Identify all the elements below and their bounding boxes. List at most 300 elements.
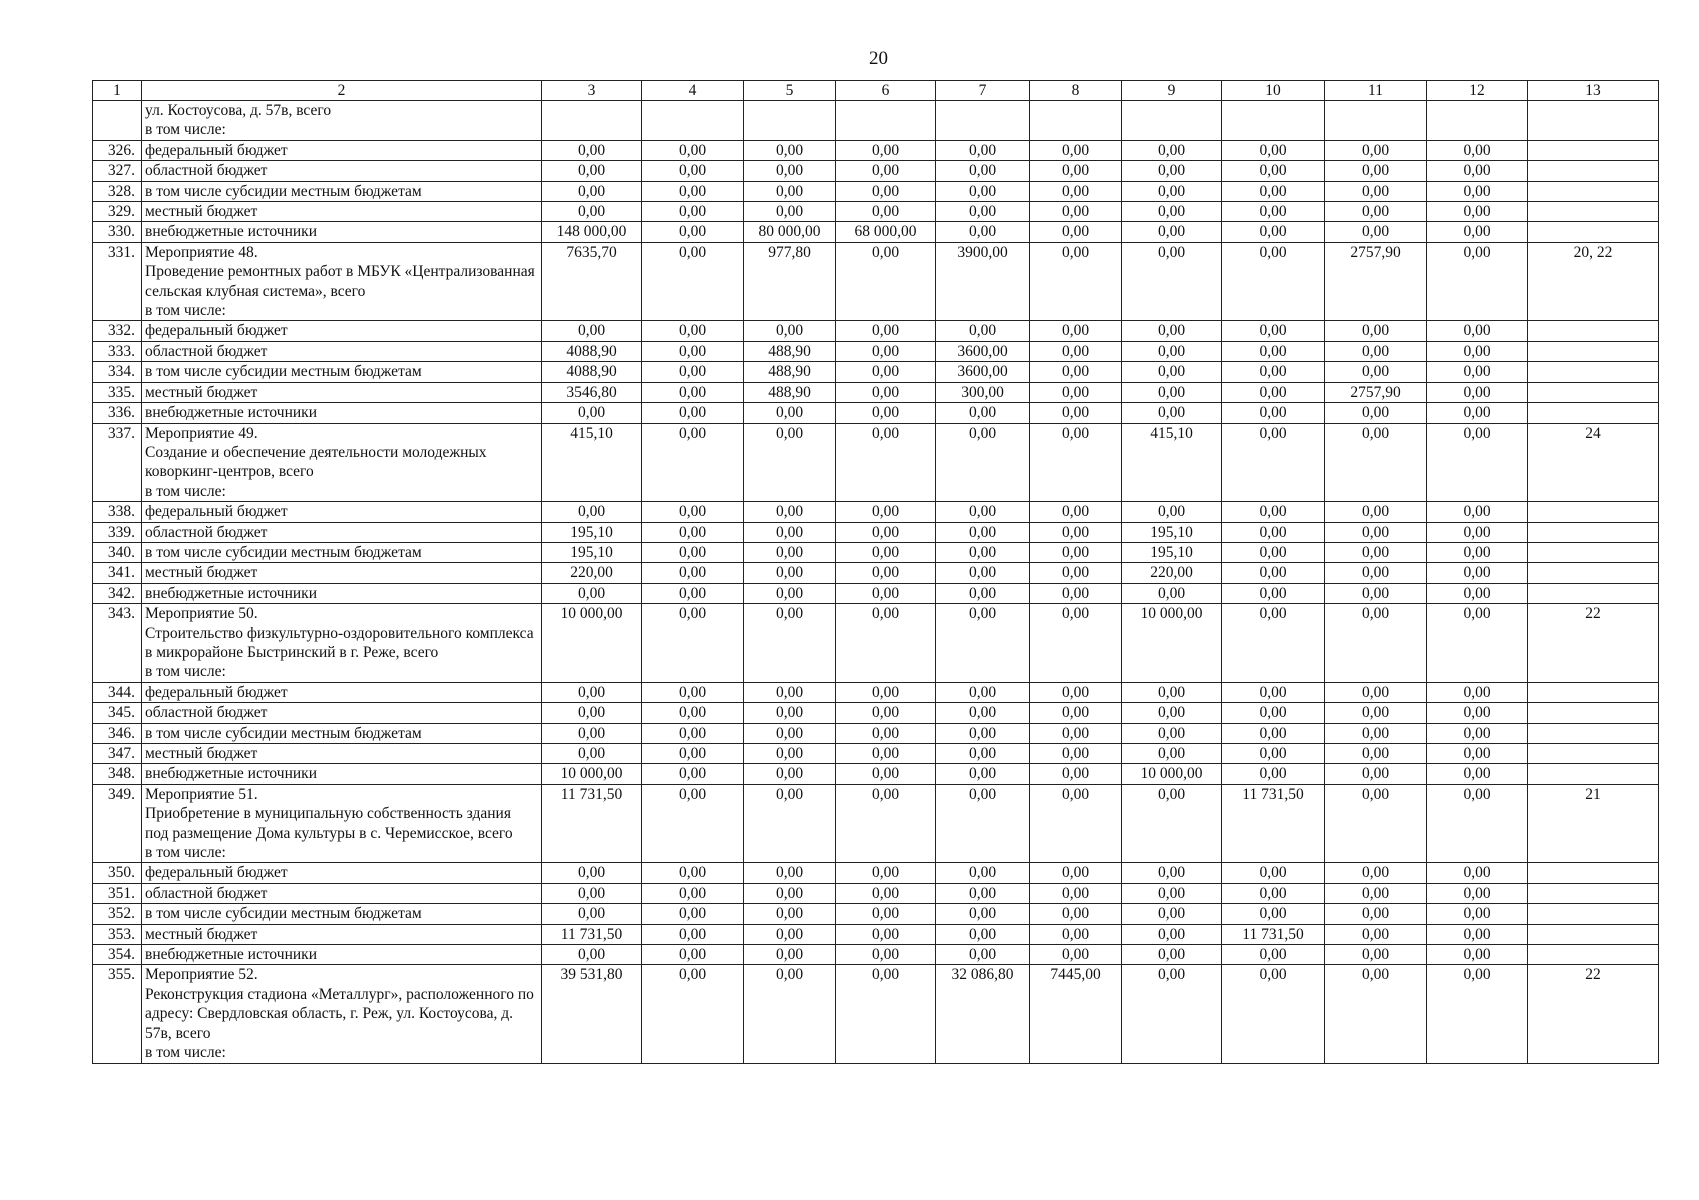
value-cell: 195,10 (542, 522, 642, 542)
value-cell: 0,00 (1030, 924, 1122, 944)
value-cell: 0,00 (836, 563, 936, 583)
reference-cell (1528, 682, 1659, 702)
value-cell: 0,00 (1122, 682, 1222, 702)
value-cell: 0,00 (1427, 161, 1528, 181)
table-row (93, 764, 1659, 784)
row-description: местный бюджет (142, 382, 542, 402)
value-cell: 0,00 (1222, 945, 1325, 965)
value-cell: 0,00 (936, 522, 1030, 542)
value-cell: 0,00 (542, 181, 642, 201)
table-row (93, 242, 1659, 321)
value-cell: 0,00 (744, 321, 836, 341)
value-cell: 0,00 (1222, 181, 1325, 201)
value-cell: 0,00 (642, 502, 744, 522)
value-cell: 32 086,80 (936, 965, 1030, 1063)
table-row (93, 924, 1659, 944)
reference-cell (1528, 723, 1659, 743)
value-cell: 0,00 (744, 140, 836, 160)
value-cell: 0,00 (1222, 542, 1325, 562)
row-number: 355. (93, 965, 142, 1063)
table-row (93, 382, 1659, 402)
value-cell: 0,00 (1122, 945, 1222, 965)
value-cell: 0,00 (1325, 764, 1427, 784)
row-description: областной бюджет (142, 703, 542, 723)
row-number: 348. (93, 764, 142, 784)
value-cell: 0,00 (936, 604, 1030, 683)
value-cell: 0,00 (1030, 502, 1122, 522)
value-cell: 0,00 (936, 723, 1030, 743)
row-description: ул. Костоусова, д. 57в, всего в том числе: (142, 101, 542, 141)
reference-cell (1528, 945, 1659, 965)
row-number: 346. (93, 723, 142, 743)
row-description: местный бюджет (142, 924, 542, 944)
reference-cell (1528, 563, 1659, 583)
reference-cell: 22 (1528, 965, 1659, 1063)
value-cell: 0,00 (1427, 403, 1528, 423)
value-cell: 0,00 (936, 784, 1030, 863)
value-cell: 0,00 (642, 904, 744, 924)
value-cell: 0,00 (542, 863, 642, 883)
value-cell: 0,00 (1030, 382, 1122, 402)
value-cell: 10 000,00 (542, 604, 642, 683)
value-cell: 11 731,50 (542, 924, 642, 944)
row-number: 331. (93, 242, 142, 321)
value-cell: 11 731,50 (1222, 924, 1325, 944)
value-cell: 0,00 (1030, 403, 1122, 423)
value-cell: 0,00 (936, 542, 1030, 562)
value-cell: 0,00 (836, 863, 936, 883)
value-cell: 0,00 (836, 924, 936, 944)
row-description: федеральный бюджет (142, 140, 542, 160)
row-number: 337. (93, 423, 142, 502)
value-cell: 0,00 (1427, 382, 1528, 402)
value-cell: 0,00 (836, 945, 936, 965)
value-cell: 0,00 (936, 181, 1030, 201)
reference-cell: 21 (1528, 784, 1659, 863)
value-cell: 0,00 (1030, 222, 1122, 242)
value-cell: 0,00 (1122, 321, 1222, 341)
value-cell: 0,00 (542, 682, 642, 702)
column-header: 9 (1122, 81, 1222, 101)
value-cell (744, 101, 836, 141)
column-header: 11 (1325, 81, 1427, 101)
value-cell: 0,00 (836, 403, 936, 423)
value-cell: 0,00 (1030, 744, 1122, 764)
table-row (93, 502, 1659, 522)
row-description: Мероприятие 51. Приобретение в муниципальную собственность здания под размещение Дома культуры в с. Черемисское, всего в том числе: (142, 784, 542, 863)
reference-cell (1528, 181, 1659, 201)
value-cell: 0,00 (744, 542, 836, 562)
value-cell: 0,00 (1030, 945, 1122, 965)
table-row (93, 181, 1659, 201)
value-cell: 0,00 (744, 764, 836, 784)
value-cell: 0,00 (744, 202, 836, 222)
column-header: 4 (642, 81, 744, 101)
value-cell: 0,00 (936, 863, 1030, 883)
row-number: 351. (93, 883, 142, 903)
table-row (93, 341, 1659, 361)
value-cell: 0,00 (1325, 321, 1427, 341)
value-cell: 0,00 (936, 945, 1030, 965)
column-header: 7 (936, 81, 1030, 101)
table-row (93, 563, 1659, 583)
row-number: 349. (93, 784, 142, 863)
value-cell: 0,00 (1222, 362, 1325, 382)
value-cell: 0,00 (936, 924, 1030, 944)
budget-table (92, 80, 1659, 1064)
reference-cell (1528, 542, 1659, 562)
row-number: 350. (93, 863, 142, 883)
value-cell: 0,00 (1325, 583, 1427, 603)
value-cell: 0,00 (542, 202, 642, 222)
row-number: 330. (93, 222, 142, 242)
value-cell: 0,00 (1427, 362, 1528, 382)
value-cell (936, 101, 1030, 141)
value-cell: 0,00 (1427, 542, 1528, 562)
value-cell: 0,00 (1427, 321, 1528, 341)
value-cell: 0,00 (1222, 744, 1325, 764)
value-cell: 0,00 (1222, 140, 1325, 160)
value-cell: 0,00 (1325, 784, 1427, 863)
value-cell: 0,00 (744, 744, 836, 764)
value-cell: 0,00 (1325, 604, 1427, 683)
value-cell: 0,00 (1427, 181, 1528, 201)
column-header: 2 (142, 81, 542, 101)
row-description: местный бюджет (142, 563, 542, 583)
row-number: 340. (93, 542, 142, 562)
value-cell: 0,00 (836, 202, 936, 222)
value-cell: 0,00 (936, 161, 1030, 181)
value-cell: 0,00 (1030, 181, 1122, 201)
value-cell: 0,00 (1325, 423, 1427, 502)
value-cell: 0,00 (936, 583, 1030, 603)
value-cell: 0,00 (1427, 423, 1528, 502)
value-cell: 3900,00 (936, 242, 1030, 321)
value-cell: 0,00 (1427, 883, 1528, 903)
column-header: 1 (93, 81, 142, 101)
value-cell: 0,00 (1325, 904, 1427, 924)
value-cell: 0,00 (642, 423, 744, 502)
value-cell: 0,00 (936, 682, 1030, 702)
row-description: в том числе субсидии местным бюджетам (142, 723, 542, 743)
value-cell: 0,00 (1427, 563, 1528, 583)
value-cell: 0,00 (642, 542, 744, 562)
value-cell: 0,00 (1325, 703, 1427, 723)
value-cell: 488,90 (744, 382, 836, 402)
value-cell: 415,10 (542, 423, 642, 502)
value-cell: 0,00 (936, 202, 1030, 222)
value-cell: 0,00 (1222, 202, 1325, 222)
table-row (93, 101, 1659, 141)
column-header: 8 (1030, 81, 1122, 101)
row-number: 345. (93, 703, 142, 723)
value-cell: 0,00 (836, 362, 936, 382)
value-cell: 0,00 (744, 181, 836, 201)
value-cell: 0,00 (1222, 161, 1325, 181)
value-cell: 0,00 (1030, 321, 1122, 341)
row-number: 343. (93, 604, 142, 683)
value-cell: 0,00 (1427, 202, 1528, 222)
value-cell: 488,90 (744, 341, 836, 361)
value-cell: 0,00 (836, 904, 936, 924)
value-cell: 0,00 (642, 341, 744, 361)
value-cell: 0,00 (542, 321, 642, 341)
value-cell: 0,00 (836, 883, 936, 903)
value-cell: 0,00 (1325, 682, 1427, 702)
value-cell: 7445,00 (1030, 965, 1122, 1063)
reference-cell: 20, 22 (1528, 242, 1659, 321)
table-row (93, 604, 1659, 683)
row-description: областной бюджет (142, 341, 542, 361)
value-cell: 0,00 (642, 764, 744, 784)
value-cell: 0,00 (744, 904, 836, 924)
value-cell: 4088,90 (542, 362, 642, 382)
value-cell: 0,00 (642, 945, 744, 965)
value-cell: 0,00 (1222, 563, 1325, 583)
value-cell: 0,00 (744, 563, 836, 583)
reference-cell (1528, 362, 1659, 382)
value-cell: 0,00 (1030, 522, 1122, 542)
value-cell: 0,00 (936, 403, 1030, 423)
value-cell: 0,00 (744, 502, 836, 522)
value-cell: 0,00 (1325, 744, 1427, 764)
row-number: 342. (93, 583, 142, 603)
value-cell: 0,00 (1222, 242, 1325, 321)
table-row (93, 883, 1659, 903)
table-row (93, 321, 1659, 341)
value-cell: 0,00 (1030, 242, 1122, 321)
value-cell: 0,00 (936, 563, 1030, 583)
value-cell: 0,00 (1222, 423, 1325, 502)
reference-cell (1528, 502, 1659, 522)
value-cell: 0,00 (1030, 583, 1122, 603)
table-header-row (93, 81, 1659, 101)
value-cell: 0,00 (836, 784, 936, 863)
value-cell: 0,00 (1325, 924, 1427, 944)
value-cell: 0,00 (936, 703, 1030, 723)
value-cell: 0,00 (1325, 222, 1427, 242)
value-cell: 0,00 (936, 502, 1030, 522)
table-row (93, 682, 1659, 702)
row-description: в том числе субсидии местным бюджетам (142, 904, 542, 924)
value-cell: 0,00 (542, 744, 642, 764)
row-description: внебюджетные источники (142, 222, 542, 242)
value-cell: 0,00 (542, 945, 642, 965)
value-cell: 977,80 (744, 242, 836, 321)
value-cell: 0,00 (542, 723, 642, 743)
value-cell: 0,00 (542, 583, 642, 603)
row-description: в том числе субсидии местным бюджетам (142, 362, 542, 382)
value-cell: 3600,00 (936, 362, 1030, 382)
value-cell (1427, 101, 1528, 141)
reference-cell (1528, 382, 1659, 402)
value-cell: 148 000,00 (542, 222, 642, 242)
value-cell: 300,00 (936, 382, 1030, 402)
value-cell (542, 101, 642, 141)
column-header: 10 (1222, 81, 1325, 101)
table-row (93, 904, 1659, 924)
value-cell: 0,00 (836, 423, 936, 502)
value-cell: 0,00 (1030, 140, 1122, 160)
value-cell: 0,00 (744, 522, 836, 542)
table-row (93, 863, 1659, 883)
value-cell: 0,00 (1427, 945, 1528, 965)
value-cell: 0,00 (642, 583, 744, 603)
value-cell: 0,00 (836, 242, 936, 321)
value-cell: 3546,80 (542, 382, 642, 402)
value-cell: 0,00 (1427, 764, 1528, 784)
reference-cell (1528, 101, 1659, 141)
value-cell: 0,00 (836, 382, 936, 402)
value-cell: 0,00 (1325, 403, 1427, 423)
value-cell: 0,00 (642, 563, 744, 583)
value-cell: 0,00 (1122, 924, 1222, 944)
value-cell (1030, 101, 1122, 141)
column-header: 6 (836, 81, 936, 101)
value-cell: 0,00 (1427, 904, 1528, 924)
value-cell: 0,00 (1325, 202, 1427, 222)
value-cell: 0,00 (936, 222, 1030, 242)
value-cell: 0,00 (1325, 161, 1427, 181)
value-cell: 0,00 (936, 321, 1030, 341)
value-cell: 195,10 (1122, 522, 1222, 542)
value-cell: 0,00 (1325, 965, 1427, 1063)
value-cell: 0,00 (1030, 863, 1122, 883)
value-cell: 0,00 (836, 744, 936, 764)
reference-cell (1528, 161, 1659, 181)
reference-cell (1528, 583, 1659, 603)
value-cell: 0,00 (744, 583, 836, 603)
value-cell: 11 731,50 (1222, 784, 1325, 863)
value-cell: 0,00 (542, 883, 642, 903)
value-cell: 0,00 (1222, 604, 1325, 683)
value-cell: 0,00 (1122, 904, 1222, 924)
value-cell: 0,00 (642, 181, 744, 201)
value-cell: 0,00 (1222, 764, 1325, 784)
value-cell: 0,00 (1222, 904, 1325, 924)
value-cell: 2757,90 (1325, 242, 1427, 321)
table-row (93, 423, 1659, 502)
value-cell: 0,00 (1030, 202, 1122, 222)
column-header: 12 (1427, 81, 1528, 101)
value-cell: 10 000,00 (1122, 764, 1222, 784)
value-cell: 0,00 (836, 965, 936, 1063)
row-number: 339. (93, 522, 142, 542)
row-number: 354. (93, 945, 142, 965)
value-cell: 0,00 (744, 723, 836, 743)
reference-cell (1528, 764, 1659, 784)
value-cell: 0,00 (1427, 965, 1528, 1063)
reference-cell (1528, 863, 1659, 883)
value-cell: 0,00 (1122, 723, 1222, 743)
row-number (93, 101, 142, 141)
row-description: областной бюджет (142, 883, 542, 903)
value-cell: 0,00 (936, 904, 1030, 924)
row-description: внебюджетные источники (142, 764, 542, 784)
value-cell (642, 101, 744, 141)
value-cell: 0,00 (1222, 583, 1325, 603)
value-cell: 0,00 (744, 965, 836, 1063)
value-cell (836, 101, 936, 141)
value-cell: 0,00 (642, 744, 744, 764)
row-description: Мероприятие 49. Создание и обеспечение деятельности молодежных коворкинг-центров, всего в том числе: (142, 423, 542, 502)
value-cell: 0,00 (642, 863, 744, 883)
value-cell: 0,00 (1325, 883, 1427, 903)
value-cell: 0,00 (642, 965, 744, 1063)
value-cell: 0,00 (744, 924, 836, 944)
row-description: внебюджетные источники (142, 945, 542, 965)
table-row (93, 202, 1659, 222)
value-cell: 0,00 (1030, 883, 1122, 903)
value-cell: 488,90 (744, 362, 836, 382)
table-row (93, 161, 1659, 181)
value-cell: 0,00 (1427, 924, 1528, 944)
value-cell: 0,00 (1122, 583, 1222, 603)
reference-cell (1528, 321, 1659, 341)
value-cell: 0,00 (642, 522, 744, 542)
value-cell: 0,00 (936, 883, 1030, 903)
reference-cell (1528, 140, 1659, 160)
row-description: Мероприятие 50. Строительство физкультурно-оздоровительного комплекса в микрорайоне Быстринский в г. Реже, всего в том числе: (142, 604, 542, 683)
value-cell: 0,00 (1427, 140, 1528, 160)
value-cell: 0,00 (744, 161, 836, 181)
value-cell: 0,00 (1122, 161, 1222, 181)
value-cell: 220,00 (542, 563, 642, 583)
value-cell: 0,00 (1325, 723, 1427, 743)
reference-cell: 22 (1528, 604, 1659, 683)
row-number: 327. (93, 161, 142, 181)
value-cell: 0,00 (1222, 682, 1325, 702)
value-cell: 195,10 (1122, 542, 1222, 562)
value-cell: 0,00 (1325, 542, 1427, 562)
value-cell: 0,00 (1030, 161, 1122, 181)
row-number: 338. (93, 502, 142, 522)
value-cell: 0,00 (642, 784, 744, 863)
value-cell: 0,00 (836, 181, 936, 201)
value-cell: 0,00 (1222, 403, 1325, 423)
value-cell: 0,00 (836, 321, 936, 341)
value-cell: 0,00 (542, 703, 642, 723)
row-number: 347. (93, 744, 142, 764)
value-cell: 0,00 (1325, 502, 1427, 522)
value-cell: 0,00 (836, 161, 936, 181)
row-description: федеральный бюджет (142, 863, 542, 883)
value-cell: 0,00 (1222, 703, 1325, 723)
value-cell: 0,00 (1122, 181, 1222, 201)
reference-cell (1528, 924, 1659, 944)
value-cell: 0,00 (1222, 341, 1325, 361)
row-number: 328. (93, 181, 142, 201)
value-cell: 0,00 (1325, 140, 1427, 160)
value-cell: 0,00 (542, 140, 642, 160)
value-cell: 0,00 (836, 723, 936, 743)
value-cell: 0,00 (642, 321, 744, 341)
row-description: в том числе субсидии местным бюджетам (142, 181, 542, 201)
column-header: 5 (744, 81, 836, 101)
value-cell: 0,00 (744, 784, 836, 863)
reference-cell (1528, 522, 1659, 542)
value-cell: 0,00 (1122, 703, 1222, 723)
value-cell: 0,00 (642, 222, 744, 242)
value-cell: 0,00 (642, 883, 744, 903)
value-cell: 0,00 (936, 140, 1030, 160)
value-cell: 0,00 (836, 341, 936, 361)
value-cell: 0,00 (642, 161, 744, 181)
row-number: 352. (93, 904, 142, 924)
value-cell: 0,00 (1122, 883, 1222, 903)
value-cell: 0,00 (836, 542, 936, 562)
value-cell: 0,00 (1122, 863, 1222, 883)
